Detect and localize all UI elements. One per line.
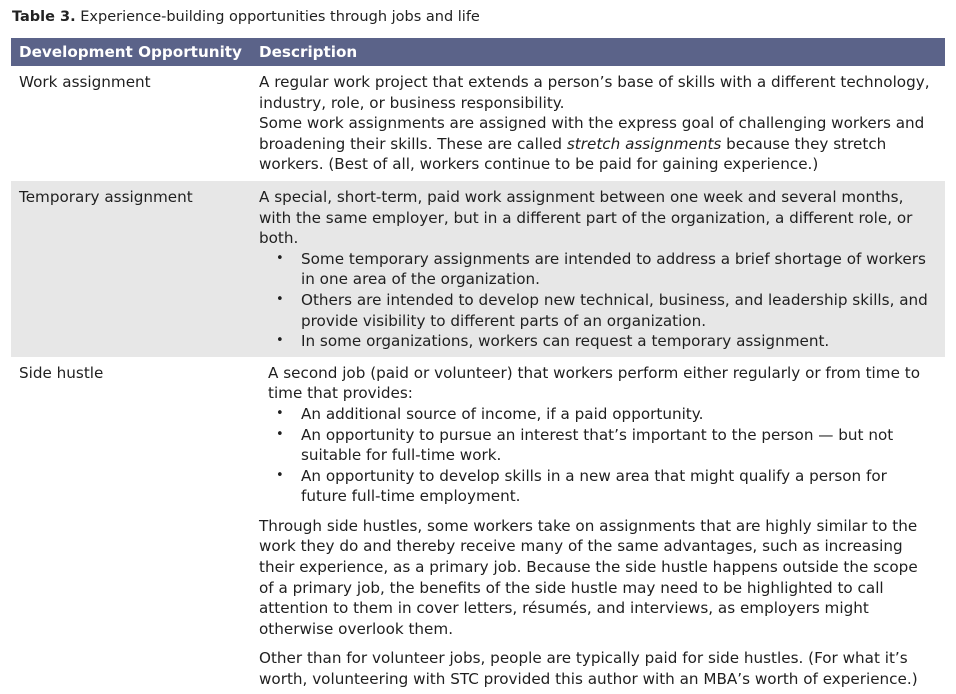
italic-term: stretch assignments	[566, 134, 722, 153]
caption-text: Experience-building opportunities through jobs and life	[75, 9, 480, 25]
table-caption	[12, 9, 480, 25]
opportunity-cell: Temporary assignment	[11, 181, 251, 357]
description-paragraph: A second job (paid or volunteer) that workers perform either regularly or from time to time that provides:	[268, 363, 920, 403]
text-run: because they stretch workers. (Best of all, workers continue to be paid for gaining experience.)	[259, 134, 887, 174]
header-description: Description	[251, 38, 945, 66]
header-development-opportunity: Development Opportunity	[11, 38, 251, 66]
description-paragraph: A special, short-term, paid work assignment between one week and several months, with the same employer, but in a different part of the organization, a different role, or both.	[259, 187, 913, 248]
description-paragraph: Other than for volunteer jobs, people are typically paid for side hustles. (For what it’s worth, volunteering with STC provided this author with an MBA’s worth of experience.)	[259, 649, 918, 689]
bullet-list	[259, 249, 937, 352]
text-run: Some work assignments are assigned with the express goal of challenging workers and broadening their skills. These are called	[259, 114, 925, 153]
opportunities-table	[11, 38, 945, 694]
description-cell	[251, 357, 945, 694]
list-item: • In some organizations, workers can request a temporary assignment.	[301, 331, 937, 352]
table-row	[11, 357, 945, 694]
list-item: • An opportunity to pursue an interest that’s important to the person — but not suitable for full-time work.	[301, 425, 937, 466]
list-item: • Others are intended to develop new technical, business, and leadership skills, and provide visibility to different parts of an organization.	[301, 290, 937, 331]
description-paragraph: Through side hustles, some workers take on assignments that are highly similar to the work they do and thereby receive many of the same advantages, such as increasing their experience, as a primary job. Because the side hustle happens outside the scope of a primary job, the benefits of the side hustle may need to be highlighted to call attention to them in cover letters, résumés, and interviews, as employers might otherwise overlook them.	[259, 516, 918, 638]
list-item: • An opportunity to develop skills in a new area that might qualify a person for future full-time employment.	[301, 466, 937, 507]
description-cell	[251, 66, 945, 181]
bullet-list	[259, 404, 937, 507]
description-paragraph: A regular work project that extends a person’s base of skills with a different technology, industry, role, or business responsibility.	[259, 73, 930, 112]
table-row	[11, 66, 945, 181]
opportunity-cell: Work assignment	[19, 73, 151, 91]
list-item: • An additional source of income, if a paid opportunity.	[301, 404, 937, 425]
description-cell	[251, 181, 945, 357]
opportunity-cell: Side hustle	[19, 363, 104, 382]
table-header-row	[11, 38, 945, 66]
list-item: • Some temporary assignments are intended to address a brief shortage of workers in one area of the organization.	[301, 249, 937, 290]
description-paragraph	[259, 113, 937, 175]
caption-label: Table 3.	[12, 9, 76, 25]
table-row	[11, 181, 945, 357]
